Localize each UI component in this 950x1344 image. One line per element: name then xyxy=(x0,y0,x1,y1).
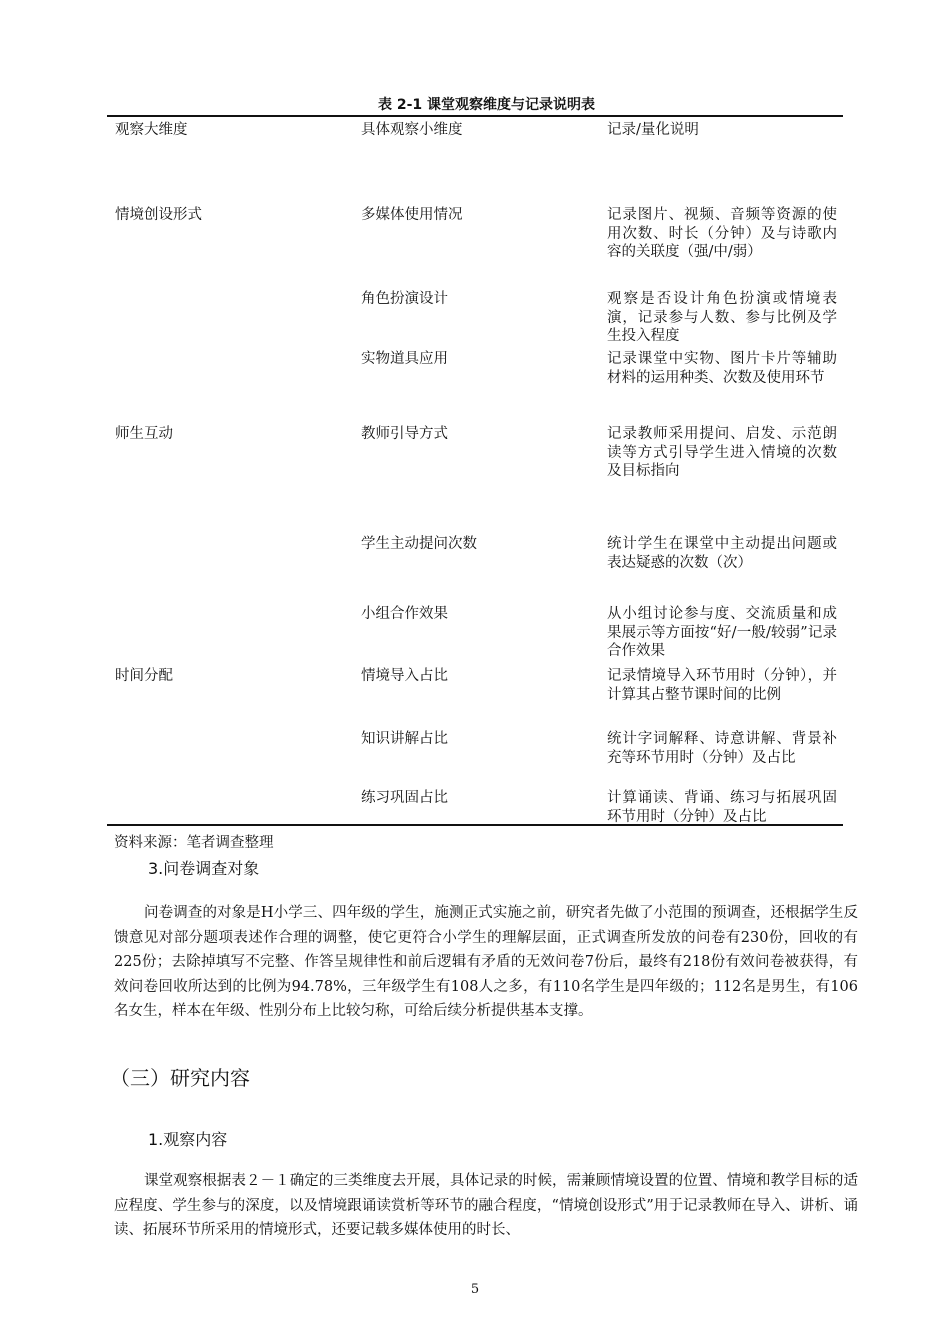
section-heading-questionnaire: 3.问卷调查对象 xyxy=(148,859,260,878)
table-cell-major: 师生互动 xyxy=(115,426,173,442)
table-cell-desc: 记录教师采用提问、启发、示范朗读等方式引导学生进入情境的次数及目标指向 xyxy=(607,426,837,479)
table-cell-major: 时间分配 xyxy=(115,668,173,684)
section-heading-research-content: （三）研究内容 xyxy=(110,1066,250,1090)
table-top-rule xyxy=(107,115,843,117)
table-cell-desc: 从小组讨论参与度、交流质量和成果展示等方面按“好/一般/较弱”记录合作效果 xyxy=(607,606,837,659)
table-cell-minor: 学生主动提问次数 xyxy=(361,536,477,552)
subsection-heading-observation: 1.观察内容 xyxy=(148,1130,228,1149)
table-header-major: 观察大维度 xyxy=(115,122,188,138)
table-cell-desc: 统计字词解释、诗意讲解、背景补充等环节用时（分钟）及占比 xyxy=(607,731,837,766)
table-header-desc: 记录/量化说明 xyxy=(607,122,699,138)
table-cell-major: 情境创设形式 xyxy=(115,207,202,223)
table-cell-desc: 观察是否设计角色扮演或情境表演，记录参与人数、参与比例及学生投入程度 xyxy=(607,291,837,344)
page-number: 5 xyxy=(470,1282,480,1297)
table-cell-minor: 练习巩固占比 xyxy=(361,790,448,806)
table-bottom-rule xyxy=(107,824,843,826)
table-cell-desc: 记录图片、视频、音频等资源的使用次数、时长（分钟）及与诗歌内容的关联度（强/中/弱） xyxy=(607,207,837,260)
table-cell-minor: 小组合作效果 xyxy=(361,606,448,622)
table-cell-minor: 知识讲解占比 xyxy=(361,731,448,747)
table-cell-minor: 情境导入占比 xyxy=(361,668,448,684)
paragraph-observation: 课堂观察根据表２－１确定的三类维度去开展，具体记录的时候，需兼顾情境设置的位置、情境和教学目标的适应程度、学生参与的深度，以及情境跟诵读赏析等环节的融合程度，“情境创设形式”用于记录教师在导入、讲析、诵读、拓展环节所采用的情境形式，还要记载多媒体使用的时长、 xyxy=(114,1173,858,1238)
table-header-minor: 具体观察小维度 xyxy=(361,122,463,138)
paragraph-questionnaire: 问卷调查的对象是H小学三、四年级的学生，施测正式实施之前，研究者先做了小范围的预调查，还根据学生反馈意见对部分题项表述作合理的调整，使它更符合小学生的理解层面，正式调查所发放的问卷有230份，回收的有225份；去除掉填写不完整、作答呈规律性和前后逻辑有矛盾的无效问卷7份后，最终有218份有效问卷被获得，有效问卷回收所达到的比例为94.78%，三年级学生有108人之多，有110名学生是四年级的；112名是男生，有106名女生，样本在年级、性别分布上比较匀称，可给后续分析提供基本支撑。 xyxy=(114,905,858,1019)
table-cell-desc: 记录情境导入环节用时（分钟），并计算其占整节课时间的比例 xyxy=(607,668,837,703)
table-cell-desc: 统计学生在课堂中主动提出问题或表达疑惑的次数（次） xyxy=(607,536,837,571)
table-cell-desc: 记录课堂中实物、图片卡片等辅助材料的运用种类、次数及使用环节 xyxy=(607,351,837,386)
table-source-note: 资料来源：笔者调查整理 xyxy=(114,835,274,851)
table-cell-desc: 计算诵读、背诵、练习与拓展巩固环节用时（分钟）及占比 xyxy=(607,790,837,825)
table-cell-minor: 角色扮演设计 xyxy=(361,291,448,307)
table-caption: 表 2-1 课堂观察维度与记录说明表 xyxy=(378,97,596,113)
table-cell-minor: 实物道具应用 xyxy=(361,351,448,367)
table-cell-minor: 多媒体使用情况 xyxy=(361,207,463,223)
table-cell-minor: 教师引导方式 xyxy=(361,426,448,442)
